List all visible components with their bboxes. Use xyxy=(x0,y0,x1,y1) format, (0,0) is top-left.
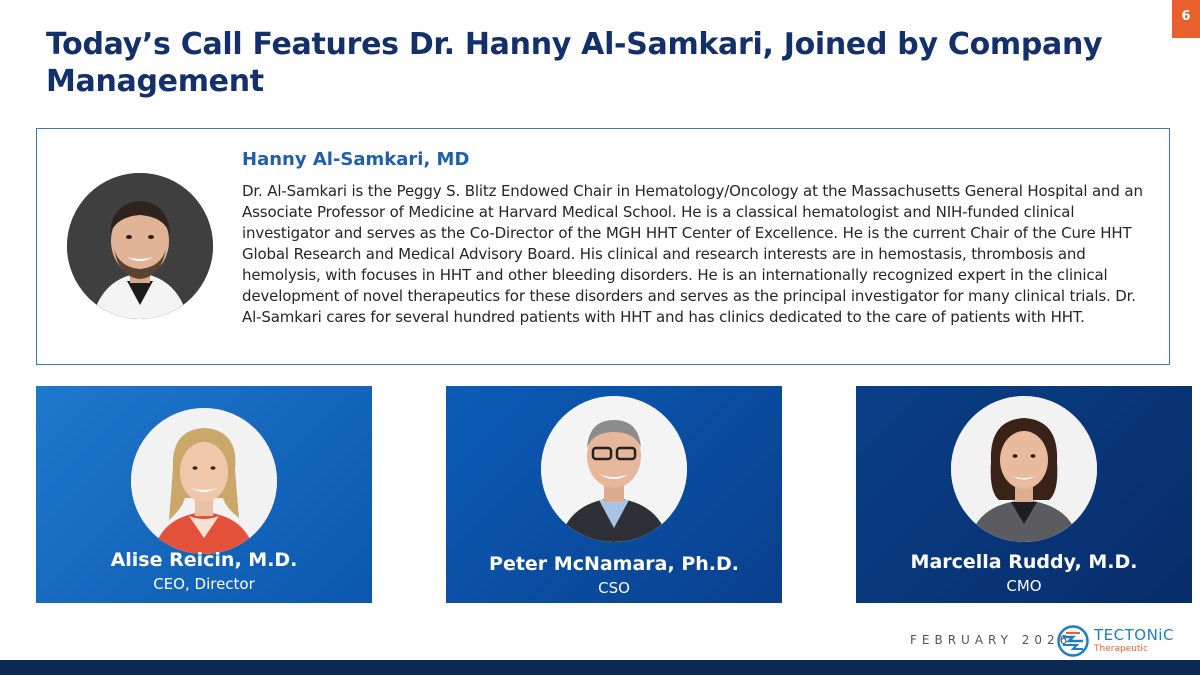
cso-name: Peter McNamara, Ph.D. xyxy=(489,553,739,575)
speaker-bio: Dr. Al-Samkari is the Peggy S. Blitz Endowed Chair in Hematology/Oncology at the Massachusetts General Hospital and an Associate Professor of Medicine at Harvard Medical School. He is a classical hematologist and NIH-funded clinical investigator and serves as the Co-Director of the MGH HHT Center of Excellence. He is the current Chair of the Cure HHT Global Research and Medical Advisory Board. His clinical and research interests are in hemostasis, thrombosis and hemolysis, with focuses in HHT and other bleeding disorders. He is an internationally recognized expert in the clinical development of novel therapeutics for these disorders and serves as the principal investigator for many clinical trials. Dr. Al-Samkari cares for several hundred patients with HHT and has clinics dedicated to the care of patients with HHT. xyxy=(242,182,1143,326)
team-card-ceo xyxy=(36,386,372,603)
page-title: Today’s Call Features Dr. Hanny Al-Samkari, Joined by Company Management xyxy=(46,27,1103,99)
bottom-bar xyxy=(0,660,1200,675)
speaker-photo xyxy=(67,173,213,319)
logo-wordmark: TECTONiC xyxy=(1094,626,1174,644)
speaker-name: Hanny Al-Samkari, MD xyxy=(242,149,470,170)
cmo-photo xyxy=(951,396,1097,542)
logo-subtitle: Therapeutic xyxy=(1094,644,1148,654)
cso-role: CSO xyxy=(598,579,630,597)
featured-speaker-panel xyxy=(36,128,1170,365)
team-card-cso xyxy=(446,386,782,603)
cmo-role: CMO xyxy=(1006,577,1042,595)
ceo-photo xyxy=(131,408,277,554)
tectonic-logo-icon xyxy=(1056,624,1090,658)
slide-number: 6 xyxy=(1172,0,1200,38)
cmo-name: Marcella Ruddy, M.D. xyxy=(910,551,1138,573)
company-logo xyxy=(1056,624,1180,658)
cso-photo xyxy=(541,396,687,542)
team-card-cmo xyxy=(856,386,1192,603)
ceo-role: CEO, Director xyxy=(153,575,255,593)
footer-date: FEBRUARY 2026 xyxy=(910,633,1073,647)
ceo-name: Alise Reicin, M.D. xyxy=(110,549,298,571)
